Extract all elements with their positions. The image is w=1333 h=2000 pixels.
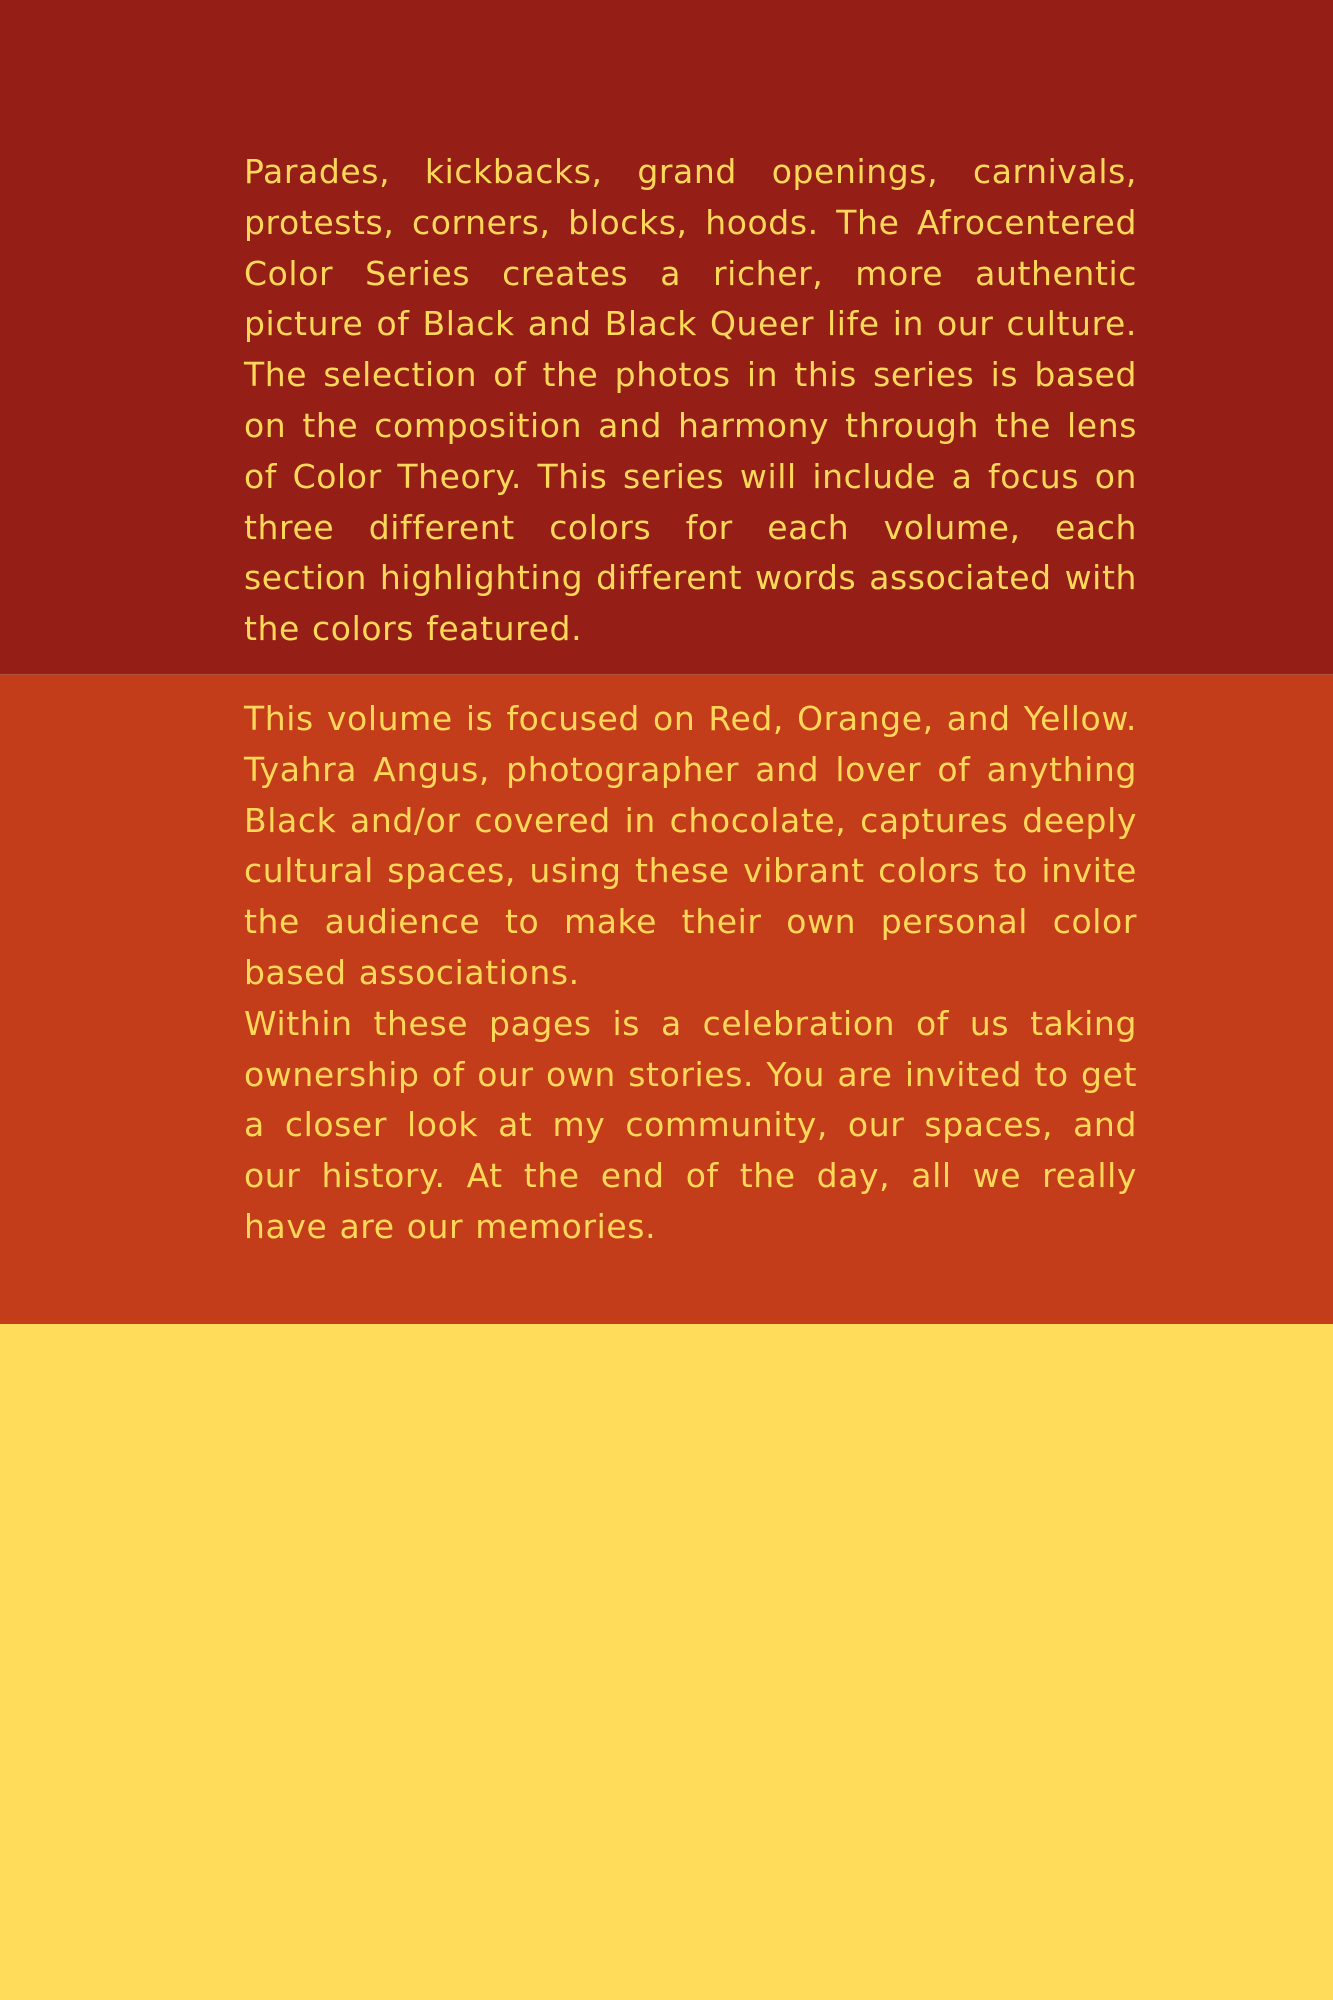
volume-invitation-paragraph: Within these pages is a celebration of us taking ownership of our own stories. You are invited to get a closer look at my community, our spaces, and our history. At the end of the day, all we really have are our memories.: [244, 1003, 1137, 1246]
red-color-band: [0, 0, 1333, 674]
orange-color-band: [0, 674, 1333, 1324]
series-intro-text: [244, 147, 1137, 655]
volume-description-text: [244, 694, 1137, 1253]
series-intro-paragraph: Parades, kickbacks, grand openings, carnivals, protests, corners, blocks, hoods. The Afrocentered Color Series creates a richer, more authentic picture of Black and Black Queer life in our culture. The selection of the photos in this series is based on the composition and harmony through the lens of Color Theory. This series will include a focus on three different colors for each volume, each section highlighting different words associated with the colors featured.: [244, 152, 1137, 649]
yellow-color-band: [0, 1324, 1333, 2000]
volume-focus-paragraph: This volume is focused on Red, Orange, and Yellow. Tyahra Angus, photographer and lover of anything Black and/or covered in chocolate, captures deeply cultural spaces, using these vibrant colors to invite the audience to make their own personal color based associations.: [244, 699, 1137, 992]
